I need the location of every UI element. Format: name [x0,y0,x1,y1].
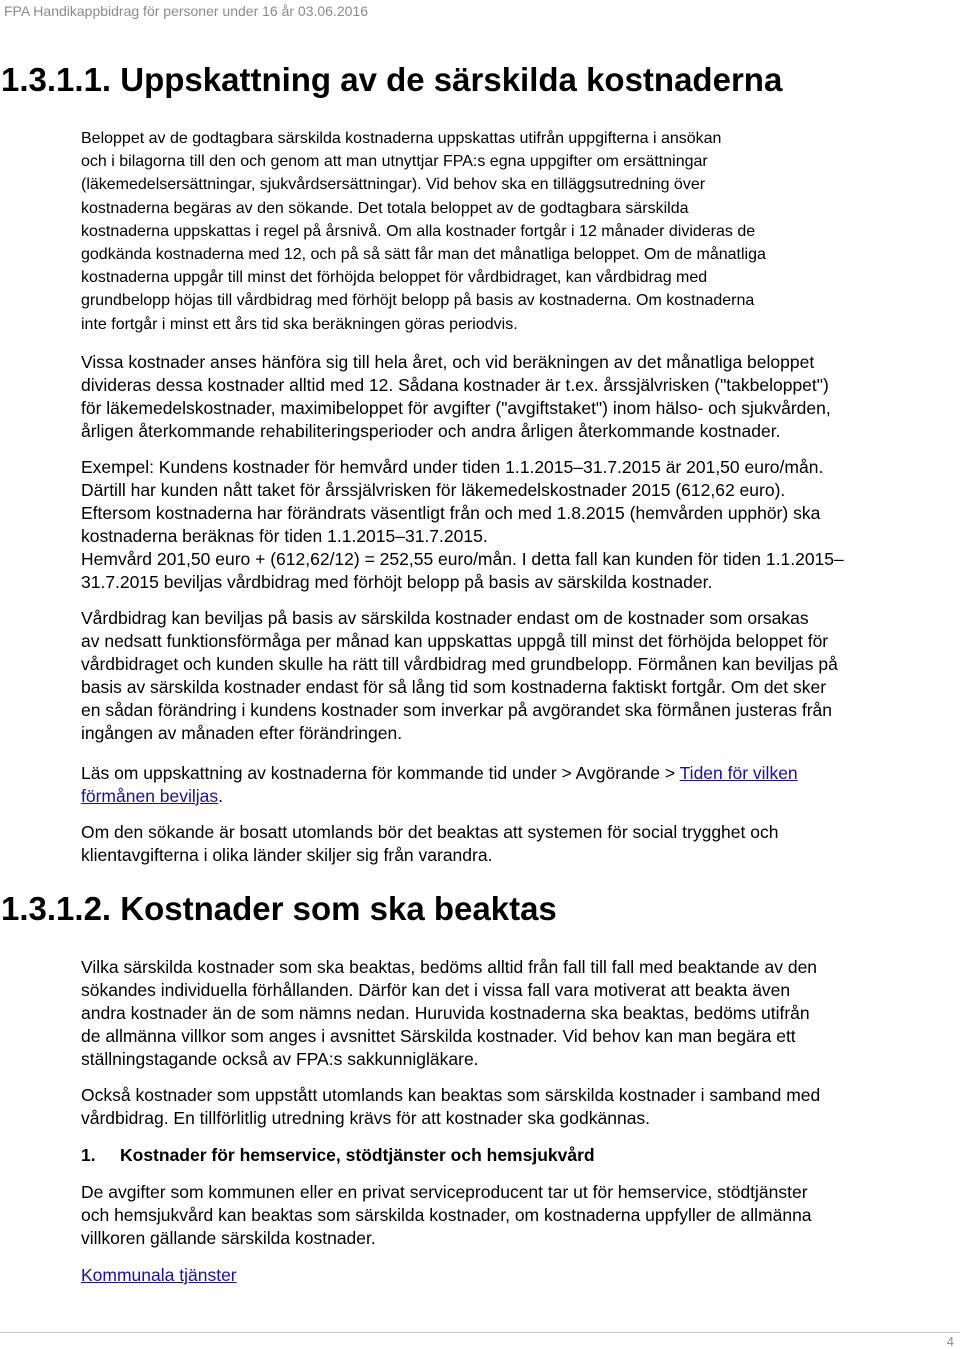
heading-number: 1. [81,1145,96,1165]
text-line: De avgifter som kommunen eller en privat serviceproducent tar ut för hemservice, stödtjänster [81,1182,808,1202]
subheading-hemservice [81,1144,953,1167]
link-kommunala-tjanster[interactable]: Kommunala tjänster [81,1265,237,1285]
paragraph-hemservice [81,1181,953,1250]
text-line: och hemsjukvård kan beaktas som särskilda kostnader, om kostnaderna uppfyller de allmänna [81,1205,812,1225]
text-line: Eftersom kostnaderna har förändrats väsentligt från och med 1.8.2015 (hemvården upphör) ska [81,503,821,523]
text-line: kostnaderna begäras av den sökande. Det totala beloppet av de godtagbara särskilda [81,199,689,217]
text-line: och i bilagorna till den och genom att man utnyttjar FPA:s egna uppgifter om ersättningar [81,153,708,171]
text-line: sökandes individuella förhållanden. Därför kan det i vissa fall vara motiverat att beakta även [81,980,791,1000]
link-tiden-for-vilken[interactable]: Tiden för vilken [679,763,798,783]
text-line: ställningstagande också av FPA:s sakkunnigläkare. [81,1049,479,1069]
text-line [81,762,953,785]
section-title-kostnader: 1.3.1.2. Kostnader som ska beaktas [1,890,557,927]
text-line: vårdbidrag. En tillförlitlig utredning krävs för att kostnader ska godkännas. [81,1108,651,1128]
text-line: Också kostnader som uppstått utomlands kan beaktas som särskilda kostnader i samband med [81,1085,821,1105]
text-line: Därtill har kunden nått taket för årssjälvrisken för läkemedelskostnader 2015 (612,62 euro). [81,480,786,500]
text-line: Beloppet av de godtagbara särskilda kostnaderna uppskattas utifrån uppgifterna i ansökan [81,130,722,147]
text-line: grundbelopp höjas till vårdbidrag med förhöjt belopp på basis av kostnaderna. Om kostnaderna [81,292,755,310]
paragraph-kostnader-1 [81,956,953,1071]
paragraph-vardbidrag [81,607,953,745]
text-line: årligen återkommande rehabiliteringsperioder och andra årligen återkommande kostnader. [81,421,781,441]
paragraph-uppskattning-1 [81,127,953,336]
text-line: kostnaderna uppgår till minst det förhöjda beloppet för vårdbidraget, kan vårdbidrag med [81,269,708,287]
text-line: 31.7.2015 beviljas vårdbidrag med förhöjt belopp på basis av särskilda kostnader. [81,572,713,592]
text-line: Vårdbidrag kan beviljas på basis av särskilda kostnader endast om de kostnader som orsakas [81,608,809,628]
numbered-heading [81,1144,953,1167]
text-line: (läkemedelsersättningar, sjukvårdsersättningar). Vid behov ska en tilläggsutredning över [81,176,706,194]
text-line: basis av särskilda kostnader endast för så lång tid som kostnaderna faktiskt fortgår. Om det sker [81,677,827,697]
text-line: klientavgifterna i olika länder skiljer sig från varandra. [81,845,493,865]
text-line: vårdbidraget och kunden skulle ha rätt till vårdbidrag med grundbelopp. Förmånen kan beviljas på [81,654,838,674]
las-om-tail: . [218,786,224,806]
paragraph-example [81,456,953,594]
text-line: kostnaderna beräknas för tiden 1.1.2015–31.7.2015. [81,526,488,546]
heading-text: Kostnader för hemservice, stödtjänster och hemsjukvård [120,1145,595,1165]
text-line: Vissa kostnader anses hänföra sig till hela året, och vid beräkningen av det månatliga beloppet [81,352,815,372]
text-line: andra kostnader än de som nämns nedan. Huruvida kostnaderna ska beaktas, bedöms utifrån [81,1003,810,1023]
text-line: godkända kostnaderna med 12, och på så sätt får man det månatliga beloppet. Om de månatliga [81,246,766,264]
text-line: divideras dessa kostnader alltid med 12. Sådana kostnader är t.ex. årssjälvrisken ("takbeloppet") [81,375,829,395]
text-line: inte fortgår i minst ett års tid ska beräkningen göras periodvis. [81,315,518,333]
link-formanen-beviljas[interactable]: förmånen beviljas [81,786,219,806]
text-line: ingången av månaden efter förändringen. [81,723,403,743]
section-title-uppskattning: 1.3.1.1. Uppskattning av de särskilda kostnaderna [1,61,783,98]
text-line: villkoren gällande särskilda kostnader. [81,1228,376,1248]
text-line: Exempel: Kundens kostnader för hemvård under tiden 1.1.2015–31.7.2015 är 201,50 euro/mån. [81,457,824,477]
text-line: Vilka särskilda kostnader som ska beaktas, bedöms alltid från fall till fall med beaktande av den [81,957,818,977]
text-line: de allmänna villkor som anges i avsnittet Särskilda kostnader. Vid behov kan man begära ett [81,1026,796,1046]
paragraph-utomlands [81,821,953,867]
las-om-text: Läs om uppskattning av kostnaderna för kommande tid under > Avgörande > [81,763,680,783]
text-line: Om den sökande är bosatt utomlands bör det beaktas att systemen för social trygghet och [81,822,779,842]
text-line: kostnaderna uppskattas i regel på årsnivå. Om alla kostnader fortgår i 12 månader divideras de [81,222,756,240]
paragraph-las-om [81,762,953,808]
page-number: 4 [946,1334,954,1349]
text-line: en sådan förändring i kundens kostnader som inverkar på avgörandet ska förmånen justeras från [81,700,832,720]
text-line: Hemvård 201,50 euro + (612,62/12) = 252,55 euro/mån. I detta fall kan kunden för tiden 1.1.2015– [81,549,844,569]
text-line: av nedsatt funktionsförmåga per månad kan uppskattas uppgå till minst det förhöjda beloppet för [81,631,829,651]
paragraph-kostnader-2 [81,1084,953,1130]
paragraph-uppskattning-2 [81,351,953,443]
footer-divider [0,1332,960,1333]
text-line [81,785,953,808]
text-line: för läkemedelskostnader, maximibeloppet för avgifter ("avgiftstaket") inom hälso- och sjukvården, [81,398,831,418]
running-header: FPA Handikappbidrag för personer under 16 år 03.06.2016 [4,3,368,19]
paragraph-link-kommunala [81,1264,953,1287]
text-line [81,1264,953,1287]
